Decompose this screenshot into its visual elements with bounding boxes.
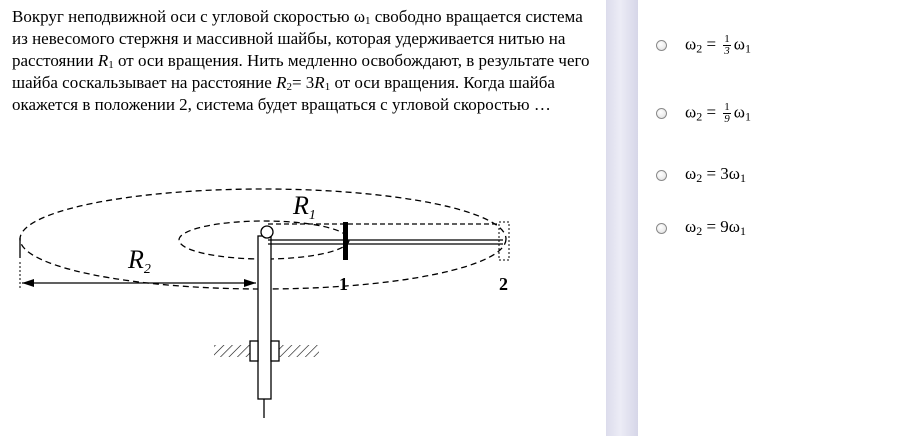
answers-panel <box>638 0 924 436</box>
label-position-2: 2 <box>499 274 508 294</box>
answer-option-4[interactable] <box>656 217 746 239</box>
radio-button[interactable] <box>656 40 667 51</box>
answer-option-3[interactable] <box>656 164 746 186</box>
answer-label: ω2 = $\frac{1}{9}$ ω1 <box>685 101 751 125</box>
axis-rod <box>258 236 271 399</box>
radio-button[interactable] <box>656 170 667 181</box>
radio-button[interactable] <box>656 223 667 234</box>
answer-label: ω2 = 9ω1 <box>685 217 746 238</box>
label-r2: R2 <box>128 245 151 277</box>
question-text: Вокруг неподвижной оси с угловой скоростью $\omega_1$ свободно вращается система из невесомого стержня и массивной шайбы, которая удерживается нитью на расстоянии $R_1$ от оси вращения. Нить медленно освобождают, в результате чего шайба соскальзывает на расстояние $R_2= 3R_1$ от оси вращения. Когда шайба окажется в положении 2, система будет вращаться с угловой скоростью … <box>12 7 590 114</box>
puck-position-1 <box>343 222 348 260</box>
panel-divider <box>606 0 638 436</box>
radio-button[interactable] <box>656 108 667 119</box>
label-position-1: 1 <box>339 274 348 294</box>
answer-option-2[interactable] <box>656 102 751 125</box>
answer-option-1[interactable] <box>656 34 751 57</box>
answer-label: ω2 = $\frac{1}{3}$ ω1 <box>685 33 751 57</box>
pivot <box>261 226 273 238</box>
bearing-right <box>279 345 319 357</box>
rotation-diagram <box>0 180 560 430</box>
answer-label: ω2 = 3ω1 <box>685 164 746 185</box>
label-r1: R1 <box>293 191 316 223</box>
